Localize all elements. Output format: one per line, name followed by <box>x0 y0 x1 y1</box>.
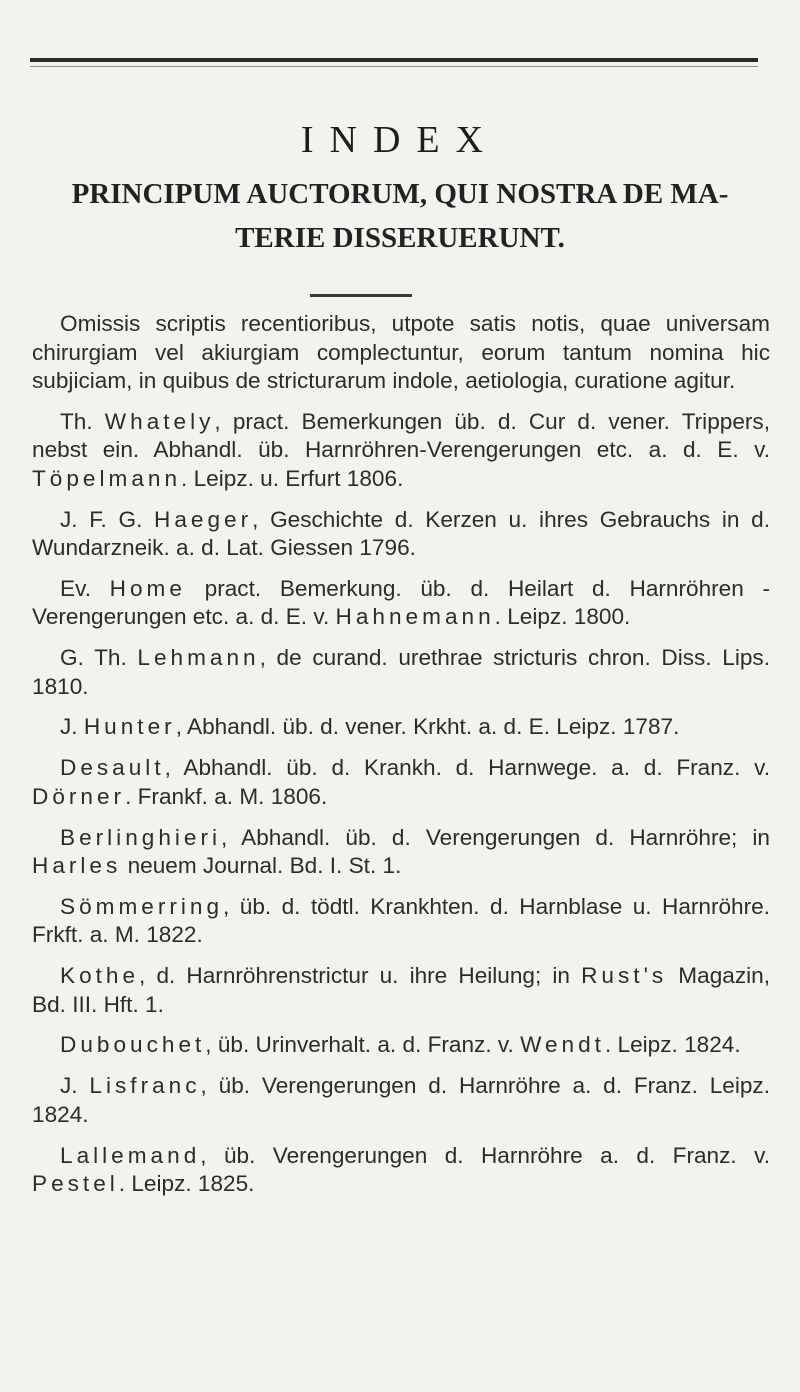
intro-paragraph: Omissis scriptis recentioribus, utpote satis notis, quae universam chirurgiam vel akiurgiam complectuntur, eorum tantum nomina hic subjiciam, in quibus de stricturarum indole, aetiologia, curatione agitur. <box>32 311 770 393</box>
author-name: Home <box>109 575 186 601</box>
index-entry: J. Hunter, Abhandl. üb. d. vener. Krkht. a. d. E. Leipz. 1787. <box>60 714 680 740</box>
page-subtitle <box>50 172 750 260</box>
index-entry: G. Th. Lehmann, de curand. urethrae stricturis chron. Diss. Lips. 1810. <box>32 645 770 699</box>
index-entry: Th. Whately, pract. Bemerkungen üb. d. Cur d. vener. Trippers, nebst ein. Abhandl. üb. Harnröhren-Verengerungen etc. a. d. E. v. Töpelmann. Leipz. u. Erfurt 1806. <box>32 408 770 491</box>
author-name: Kothe <box>60 963 140 989</box>
index-entry: J. Lisfranc, üb. Verengerungen d. Harnröhre a. d. Franz. Leipz. 1824. <box>32 1073 771 1127</box>
author-name: Hunter <box>83 714 176 740</box>
index-entry: Sömmerring, üb. d. tödtl. Krankhten. d. Harnblase u. Harnröhre. Frkft. a. M. 1822. <box>32 893 770 948</box>
author-name: Berlinghieri <box>60 824 222 850</box>
translator-name: Pestel <box>32 1171 119 1197</box>
subtitle-line-2: TERIE DISSERUERUNT. <box>235 222 565 254</box>
editor-name: Rust's <box>581 963 668 989</box>
index-entry: J. F. G. Haeger, Geschichte d. Kerzen u. ihres Gebrauchs in d. Wundarzneik. a. d. Lat. Giessen 1796. <box>32 506 770 561</box>
page-title: INDEX <box>300 119 500 161</box>
index-entry: Kothe, d. Harnröhrenstrictur u. ihre Heilung; in Rust's Magazin, Bd. III. Hft. 1. <box>32 963 770 1017</box>
translator-name: Dörner <box>32 783 126 809</box>
author-name: Desault <box>60 755 165 781</box>
index-entry: Desault, Abhandl. üb. d. Krankh. d. Harnwege. a. d. Franz. v. Dörner. Frankf. a. M. 1806. <box>32 755 770 809</box>
top-rule-thin <box>30 66 758 67</box>
index-entry: Ev. Home pract. Bemerkung. üb. d. Heilart d. Harnröhren - Verengerungen etc. a. d. E. v. Hahnemann. Leipz. 1800. <box>32 575 771 630</box>
subtitle-line-1: PRINCIPUM AUCTORUM, QUI NOSTRA DE MA- <box>71 178 729 210</box>
index-entry: Dubouchet, üb. Urinverhalt. a. d. Franz. v. Wendt. Leipz. 1824. <box>60 1032 741 1058</box>
author-name: Lisfranc <box>89 1073 201 1099</box>
author-name: Dubouchet <box>60 1032 206 1058</box>
top-rule <box>30 58 758 62</box>
editor-name: Harles <box>32 853 122 879</box>
index-entry: Berlinghieri, Abhandl. üb. d. Verengerungen d. Harnröhre; in Harles neuem Journal. Bd. I. St. 1. <box>32 824 770 879</box>
index-body <box>32 310 770 1211</box>
translator-name: Töpelmann <box>32 465 182 491</box>
author-name: Lehmann <box>137 645 260 671</box>
translator-name: Hahnemann <box>335 604 495 630</box>
translator-name: Wendt <box>520 1032 605 1058</box>
index-entry: Lallemand, üb. Verengerungen d. Harnröhre a. d. Franz. v. Pestel. Leipz. 1825. <box>32 1142 770 1197</box>
author-name: Lallemand <box>60 1142 201 1168</box>
author-name: Whately <box>104 408 215 434</box>
author-name: Haeger <box>154 506 253 532</box>
divider-rule <box>310 294 412 297</box>
author-name: Sömmerring <box>60 893 224 919</box>
